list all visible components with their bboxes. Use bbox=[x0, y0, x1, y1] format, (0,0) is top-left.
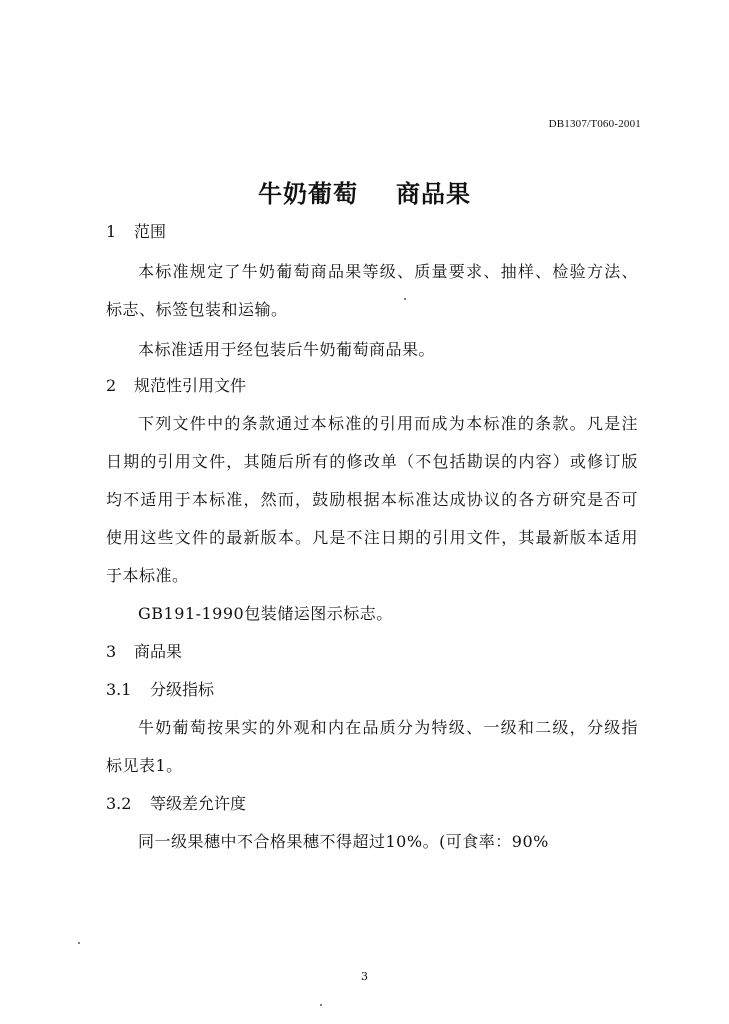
scan-speck bbox=[404, 298, 406, 300]
section-number: 3.2 bbox=[106, 794, 132, 813]
section-1-paragraph-1-line-1: 本标准规定了牛奶葡萄商品果等级、质量要求、抽样、检验方法、 bbox=[138, 262, 638, 281]
section-2-paragraph-1-line-3: 均不适用于本标准，然而，鼓励根据本标准达成协议的各方研究是否可 bbox=[106, 490, 638, 509]
section-3-heading bbox=[106, 642, 182, 662]
section-number: 3.1 bbox=[106, 680, 132, 699]
section-2-paragraph-2: GB191-1990包装储运图示标志。 bbox=[138, 604, 393, 623]
scan-speck bbox=[78, 942, 80, 944]
section-1-paragraph-2: 本标准适用于经包装后牛奶葡萄商品果。 bbox=[138, 340, 436, 359]
section-2-paragraph-1-line-5: 于本标准。 bbox=[106, 566, 189, 585]
section-number: 1 bbox=[106, 222, 117, 241]
section-2-paragraph-1-line-1: 下列文件中的条款通过本标准的引用而成为本标准的条款。凡是注 bbox=[138, 414, 638, 433]
section-3-2-paragraph: 同一级果穗中不合格果穗不得超过10%。(可食率：90% bbox=[138, 832, 549, 851]
section-number: 3 bbox=[106, 642, 117, 661]
section-3-1-paragraph-line-2: 标见表1。 bbox=[106, 756, 183, 775]
section-title: 规范性引用文件 bbox=[134, 376, 247, 395]
section-2-paragraph-1-line-4: 使用这些文件的最新版本。凡是不注日期的引用文件，其最新版本适用 bbox=[106, 528, 638, 547]
section-2-paragraph-1-line-2: 日期的引用文件，其随后所有的修改单（不包括勘误的内容）或修订版 bbox=[106, 452, 638, 471]
page-number: 3 bbox=[361, 970, 368, 983]
title-part-1: 牛奶葡萄 bbox=[258, 180, 358, 208]
section-title: 等级差允许度 bbox=[150, 794, 247, 813]
section-title: 范围 bbox=[134, 222, 167, 241]
section-3-1-heading bbox=[106, 680, 214, 700]
section-3-2-heading bbox=[106, 794, 246, 814]
scan-speck bbox=[320, 1004, 322, 1006]
document-title bbox=[0, 174, 729, 209]
section-1-paragraph-1-line-2: 标志、标签包装和运输。 bbox=[106, 300, 288, 319]
section-2-heading bbox=[106, 376, 246, 396]
section-title: 分级指标 bbox=[150, 680, 215, 699]
section-1-heading bbox=[106, 222, 166, 242]
section-3-1-paragraph-line-1: 牛奶葡萄按果实的外观和内在品质分为特级、一级和二级，分级指 bbox=[138, 718, 638, 737]
section-number: 2 bbox=[106, 376, 117, 395]
section-title: 商品果 bbox=[134, 642, 183, 661]
title-part-2: 商品果 bbox=[396, 180, 471, 208]
document-code: DB1307/T060-2001 bbox=[548, 118, 641, 130]
